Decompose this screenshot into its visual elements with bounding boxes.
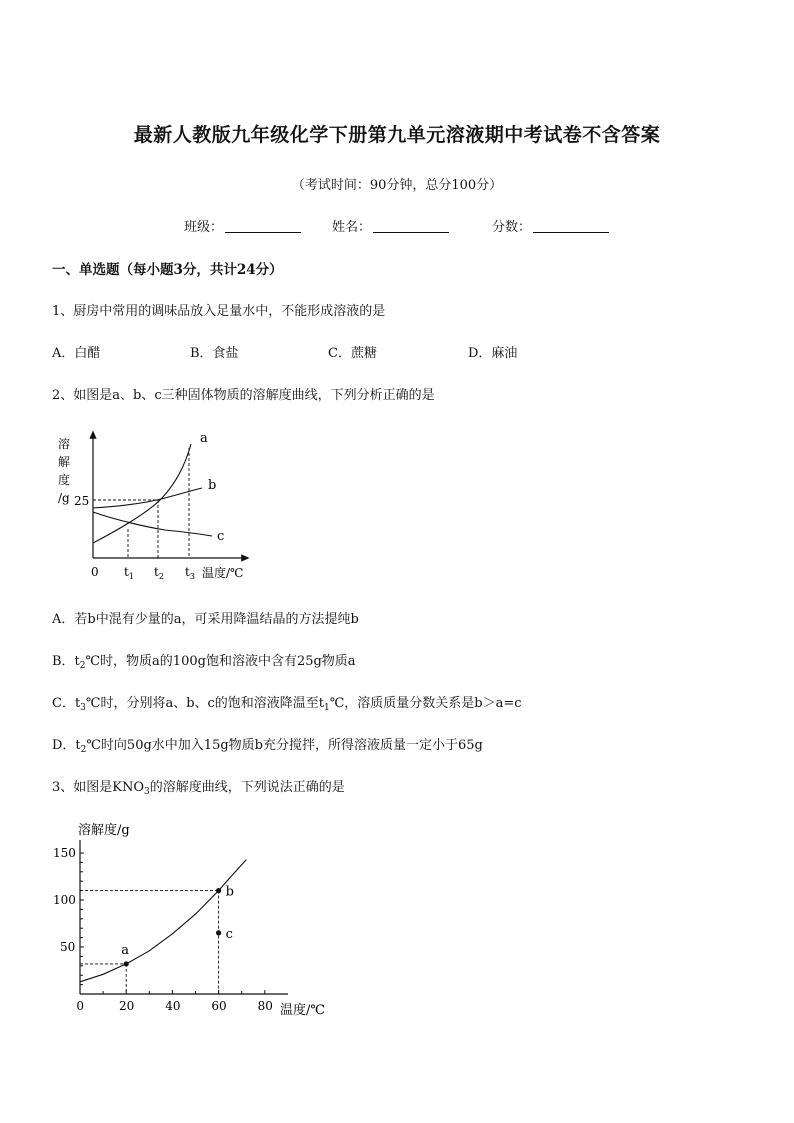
name-blank[interactable] bbox=[373, 220, 449, 233]
curve-b bbox=[93, 488, 202, 508]
y-label-3: 度 bbox=[58, 473, 71, 487]
x-tick-label: 40 bbox=[165, 999, 181, 1013]
class-field[interactable] bbox=[184, 216, 301, 235]
q1-option-a[interactable]: A．白醋 bbox=[52, 346, 101, 361]
exam-info: （考试时间：90分钟，总分100分） bbox=[291, 178, 503, 193]
y-tick-label: 150 bbox=[53, 846, 76, 860]
section-heading: 一、单选题（每小题3分，共计24分） bbox=[52, 262, 283, 278]
x-tick-label: 20 bbox=[119, 999, 135, 1013]
q2-option-a[interactable]: A．若b中混有少量的a，可采用降温结晶的方法提纯b bbox=[52, 612, 359, 627]
chart-x-axis-label: 温度/℃ bbox=[280, 1003, 325, 1018]
point-a bbox=[124, 961, 129, 966]
q2-option-d[interactable]: D．$t_2℃$时向50g水中加入15g物质b充分搅拌，所得溶液质量一定小于65g bbox=[52, 738, 483, 755]
kno3-solubility-chart bbox=[40, 814, 340, 1024]
score-label: 分数： bbox=[492, 220, 532, 235]
curve-c bbox=[93, 512, 212, 536]
kno3-curve bbox=[80, 860, 246, 982]
curve-c-label: c bbox=[217, 529, 225, 544]
x-tick-label: 80 bbox=[257, 999, 273, 1013]
point-b bbox=[216, 888, 221, 893]
x-tick-t1: $t_1$ bbox=[124, 565, 134, 581]
point-label-b: b bbox=[225, 884, 234, 900]
question-3-stem: 3、如图是$KNO_3$的溶解度曲线，下列说法正确的是 bbox=[52, 780, 345, 797]
curve-a bbox=[93, 444, 191, 543]
class-label: 班级： bbox=[184, 220, 224, 235]
y-tick-25: 25 bbox=[74, 494, 90, 508]
class-blank[interactable] bbox=[225, 220, 301, 233]
page-title: 最新人教版九年级化学下册第九单元溶液期中考试卷不含答案 bbox=[133, 124, 661, 146]
point-c bbox=[216, 930, 221, 935]
curve-a-label: a bbox=[200, 431, 208, 446]
q2-option-b[interactable]: B．$t_2℃$时，物质a的100g饱和溶液中含有25g物质a bbox=[52, 654, 356, 671]
y-label-2: 解 bbox=[58, 455, 71, 469]
y-tick-label: 100 bbox=[53, 893, 76, 907]
point-label-a: a bbox=[121, 942, 129, 958]
y-label-4: /g bbox=[58, 491, 70, 505]
solubility-chart-abc bbox=[50, 426, 270, 586]
x-tick-t3: $t_3$ bbox=[185, 565, 195, 581]
curve-b-label: b bbox=[208, 478, 217, 493]
y-tick-label: 50 bbox=[60, 940, 76, 954]
x-tick-t2: $t_2$ bbox=[154, 565, 164, 581]
name-field[interactable] bbox=[332, 216, 449, 235]
x-axis-label: 温度/℃ bbox=[202, 566, 244, 580]
score-field[interactable] bbox=[492, 216, 609, 235]
q1-option-b[interactable]: B．食盐 bbox=[190, 346, 239, 361]
score-blank[interactable] bbox=[533, 220, 609, 233]
q1-option-c[interactable]: C．蔗糖 bbox=[328, 346, 377, 361]
chart-y-axis-label: 溶解度/g bbox=[78, 823, 130, 838]
question-1-stem: 1、厨房中常用的调味品放入足量水中，不能形成溶液的是 bbox=[52, 304, 386, 319]
q1-option-d[interactable]: D．麻油 bbox=[468, 346, 518, 361]
question-2-stem: 2、如图是a、b、c三种固体物质的溶解度曲线，下列分析正确的是 bbox=[52, 388, 435, 403]
origin-label: 0 bbox=[91, 565, 99, 579]
y-label-1: 溶 bbox=[58, 437, 71, 451]
name-label: 姓名： bbox=[332, 220, 372, 235]
x-tick-label: 0 bbox=[76, 999, 85, 1013]
q2-option-c[interactable]: C．$t_3℃$时，分别将a、b、c的饱和溶液降温至$t_1℃$，溶质质量分数关系是b＞a=c bbox=[52, 696, 522, 713]
point-label-c: c bbox=[225, 926, 233, 942]
x-tick-label: 60 bbox=[211, 999, 227, 1013]
